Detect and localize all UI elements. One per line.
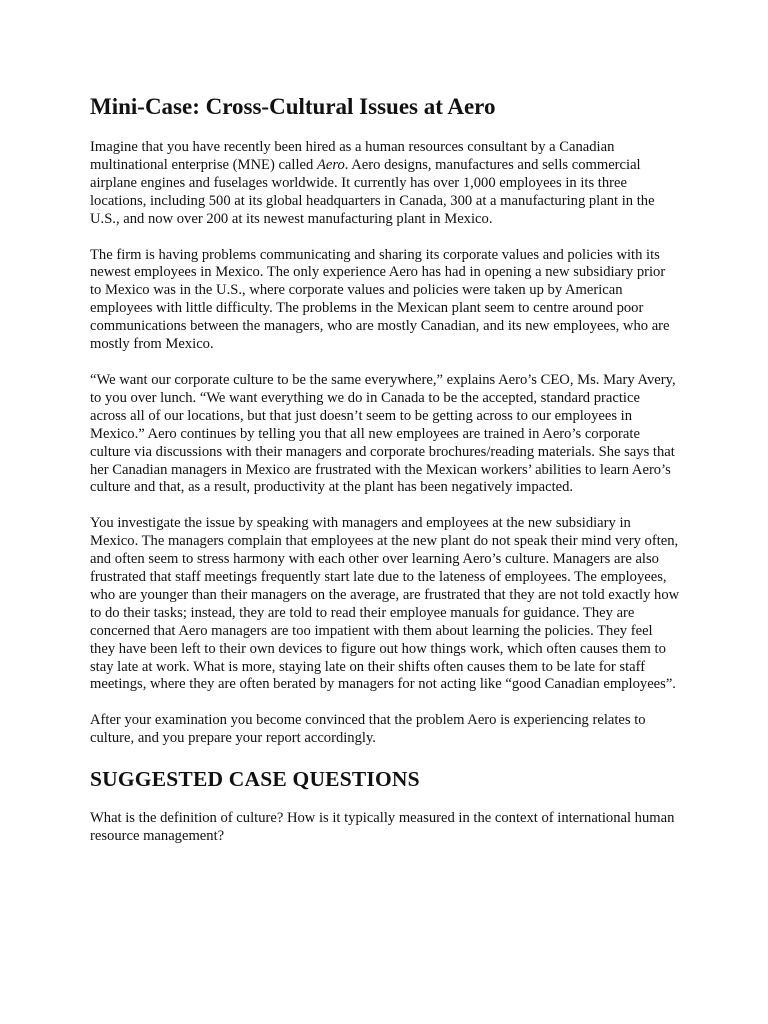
intro-text-start: Imagine that you have recently been hired as a human resources consultant by a Canadian multinational enterprise (MNE) called [90, 139, 615, 173]
company-name-italic: Aero [316, 156, 345, 173]
paragraph-ceo-quote: “We want our corporate culture to be the same everywhere,” explains Aero’s CEO, Ms. Mary Avery, to you over lunch. “We want everything we do in Canada to be the accepted, standard practice across all of our locations, but that just doesn’t seem to be getting across to our employees in Mexico.” Aero continues by telling you that all new employees are trained in Aero’s corporate culture via discussions with their managers and corporate brochures/reading materials. She says that her Canadian managers in Mexico are frustrated with the Mexican workers’ abilities to learn Aero’s culture and that, as a result, productivity at the plant has been negatively impacted. [90, 371, 676, 496]
document-title: Mini-Case: Cross-Cultural Issues at Aero [90, 94, 496, 119]
paragraph-problem: The firm is having problems communicating and sharing its corporate values and policies with its newest employees in Mexico. The only experience Aero has had in opening a new subsidiary prior to Mexico was in the U.S., where corporate values and policies were taken up by American employees with little difficulty. The problems in the Mexican plant seem to centre around poor communications between the managers, who are mostly Canadian, and its new employees, who are mostly from Mexico. [90, 246, 670, 353]
question-1: What is the definition of culture? How is it typically measured in the context of international human resource management? [90, 810, 675, 845]
section-heading: SUGGESTED CASE QUESTIONS [90, 767, 420, 792]
paragraph-investigation: You investigate the issue by speaking with managers and employees at the new subsidiary in Mexico. The managers complain that employees at the new plant do not speak their mind very often, and often seem to stress harmony with each other over learning Aero’s culture. Managers are also frustrated that staff meetings frequently start late due to the lateness of employees. The employees, who are younger than their managers on the average, are frustrated that they are not told exactly how to do their tasks; instead, they are told to read their employee manuals for guidance. They are concerned that Aero managers are too impatient with them about learning the policies. They feel they have been left to their own devices to figure out how things work, which often causes them to stay late at work. What is more, staying late on their shifts often causes them to be late for staff meetings, where they are often berated by managers for not acting like “good Canadian employees”. [90, 515, 680, 693]
intro-text-end: . Aero designs, manufactures and sells commercial airplane engines and fuselages worldwide. It currently has over 1,000 employees in its three locations, including 500 at its global headquarters in Canada, 300 at a manufacturing plant in the U.S., and now over 200 at its newest manufacturing plant in Mexico. [90, 156, 655, 227]
paragraph-intro [90, 139, 680, 229]
document-page [90, 93, 680, 864]
paragraph-conclusion: After your examination you become convinced that the problem Aero is experiencing relates to culture, and you prepare your report accordingly. [90, 712, 646, 747]
